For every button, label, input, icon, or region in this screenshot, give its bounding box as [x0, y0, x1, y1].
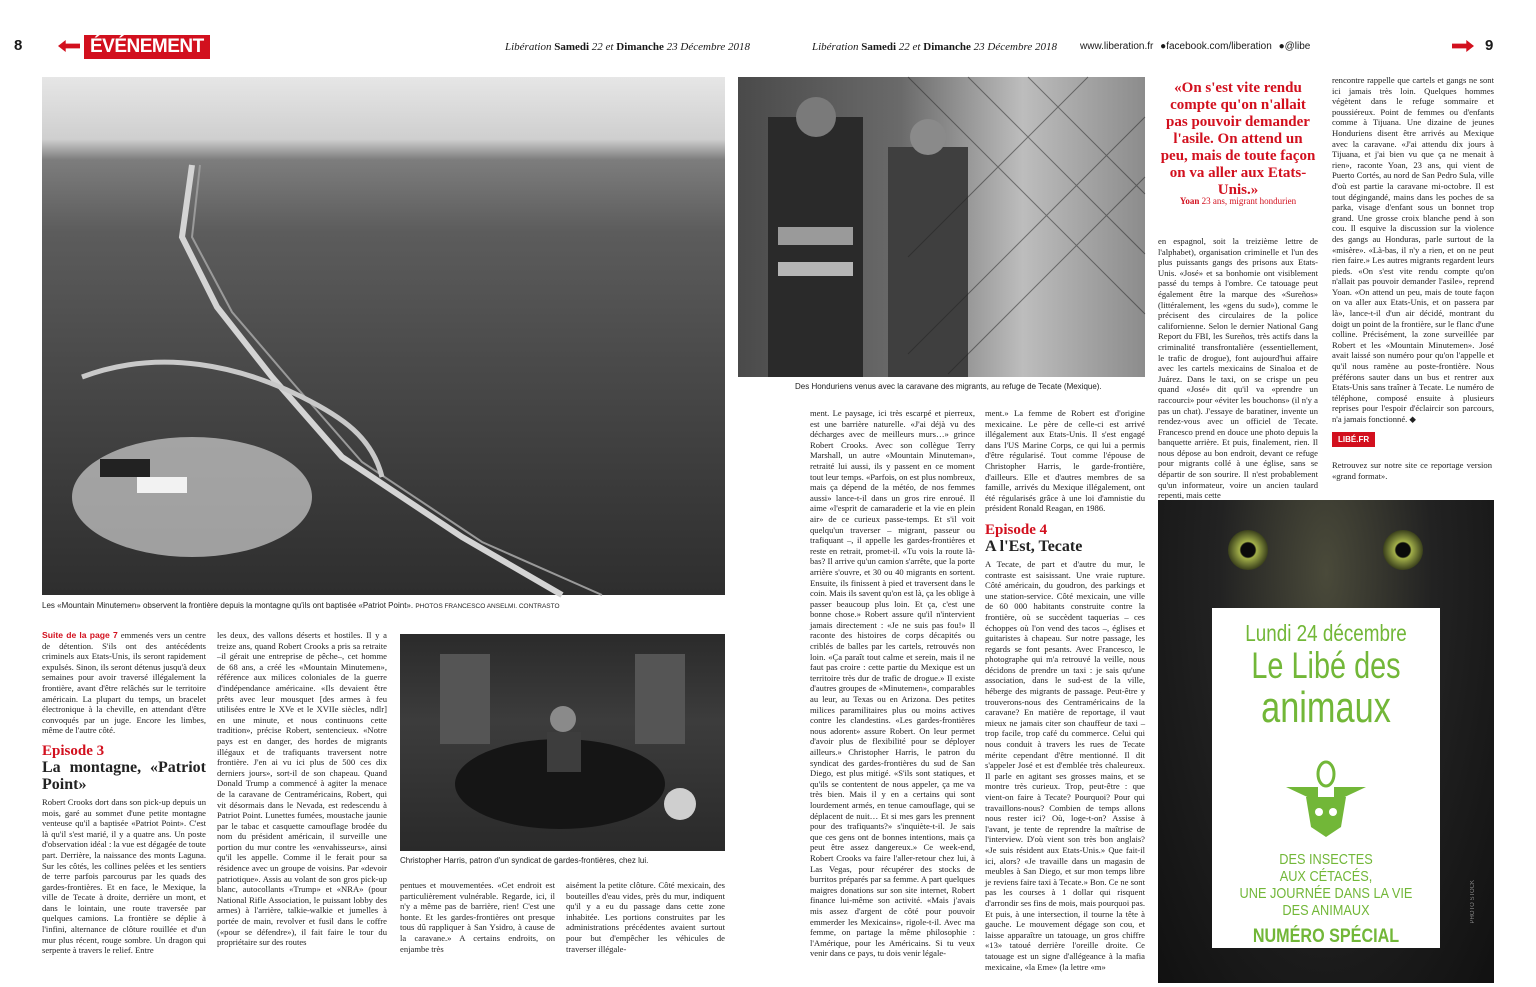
dateline-rest: 22 et: [591, 41, 614, 53]
migrants-photo-caption: Des Honduriens venus avec la caravane des migrants, au refuge de Tecate (Mexique).: [795, 382, 1102, 391]
interior-photo-caption: Christopher Harris, patron d'un syndicat de gardes-frontières, chez lui.: [400, 856, 649, 865]
dateline-day2-right: Dimanche: [923, 41, 971, 53]
pull-quote: «On s'est vite rendu compte qu'on n'allait pas pouvoir demander l'asile. On attend un peu, mais de toute façon on va aller aux Etats-Unis.»: [1160, 80, 1316, 198]
website-link[interactable]: www.liberation.fr: [1080, 41, 1154, 52]
interior-portrait-photo: [400, 634, 725, 851]
left-column-1: [42, 630, 206, 980]
caption-text: Les «Mountain Minutemen» observent la frontière depuis la montagne qu'ils ont baptisée «Patriot Point».: [42, 601, 414, 610]
dateline-rest-right: 22 et: [898, 41, 921, 53]
ad-special: NUMÉRO SPÉCIAL: [1252, 926, 1400, 947]
colB-text1: ment.» La femme de Robert est d'origine mexicaine. Le père de celle-ci est arrivé illégalement aux Etats-Unis. Il s'est engagé dans l'US Marine Corps, ce qui lui a permis d'être régularisé. Tout comme l'épouse de Christopher Harris, le garde-frontière, d'ailleurs. Elle et d'autres membres de sa famille, arrivés du Mexique illégalement, ont été régularisés grâce à une loi d'amnistie du président Ronald Reagan, en 1986.: [985, 408, 1145, 514]
colB-text2: A Tecate, de part et d'autre du mur, le contraste est saisissant. Une vraie rupture. Côté américain, du goudron, des parkings et une station-service. Côté mexicain, une ville de 60 000 habitants construite contre la frontière, où se succèdent taquerias – ces échoppes où l'on vend des tacos –, églises et guitaristes à chapeau. Sur notre passage, les regards se font pesants. Avec Francesco, le photographe qui m'a retrouvé la veille, nous décidons de prendre un taxi : je sais qu'une association, dans le sud-est de la ville, héberge des migrants de passage. Peut-être y trouverons-nous des Centraméricains de la caravane? En matière de reportage, il vaut mieux ne jamais citer son chauffeur de taxi – trop facile, trop café du commerce. Celui qui nous conduit à travers les rues de Tecate mérite cependant d'être mentionné. Il dit s'appeler José et est d'emblée très chaleureux. Il parle en agitant ses grosses mains, et se montre très curieux. Trop, peut-être : que vient-on faire à Tecate? Pourquoi? Pour qui travaillons-nous? Combien de temps allons nous rester ici? Où, loge-t-on? Assise à l'avant, je tente de reprendre la maîtrise de l'interview. D'où vient son très bon anglais? «Je suis résident aux Etats-Unis.» Que fait-il ici, alors? «Je travaille dans un magasin de meubles à San Diego, et sur mon temps libre je reviens faire taxi à Tecate.» Bon. Ce ne sont pas les courses à 1 dollar qui risquent d'arrondir ses fins de mois, mais pourquoi pas. Et puis, à une intersection, il tourne la tête à gauche. Le mouvement dégage son cou, et laisse apparaître un tatouage, un gros chiffre «13» tatoué derrière l'oreille droite. Ce tatouage est un signe d'allégeance à la mafia mexicaine, «la Eme» (la lettre «m»: [985, 558, 1145, 972]
arrow-left-icon: [58, 40, 80, 52]
animal-eye-right-icon: [1383, 530, 1423, 570]
ad-title-line2: animaux: [1261, 683, 1391, 732]
col1-text: emmenés vers un centre de détention. S'ils ont des antécédents criminels aux Etats-Unis, ils seront rapidement expulsés. Sinon, ils seront détenus jusqu'à deux semaines pour avoir traversé illégalement la frontière, avant d'être relâchés sur le territoire américain. La plupart du temps, un bracelet électronique à la cheville, en attendant d'être convoqués par un juge. Encore les limbes, même de l'autre côté.: [42, 630, 206, 736]
libe-animaux-ad[interactable]: [1158, 500, 1494, 983]
facebook-icon: ●: [1160, 41, 1167, 52]
left-column-3: pentues et mouvementées. «Cet endroit est particulièrement vulnérable. Regarde, ici, il n'y a même pas de barrière, rien! C'est une honte. Et les gardes-frontières ont presque tous dû rappliquer à San Ysidro, à cause de la caravane.» A certains endroits, on enjambe très: [400, 880, 555, 954]
border-road-illustration: [42, 77, 725, 595]
dateline-left: [505, 41, 750, 53]
twitter-link[interactable]: @libe: [1284, 41, 1311, 52]
dateline-right: [812, 41, 1057, 53]
right-column-d: rencontre rappelle que cartels et gangs ne sont ici jamais très loin. Quelques hommes végètent dans le refuge sommaire et poussiéreux. Point de femmes ou d'enfants comme à Tijuana. Une dizaine de jeunes Honduriens disent être arrivés au Mexique avec la caravane. «J'ai attendu dix jours à Tijuana, et j'ai bien vu que ça ne menait à rien», raconte Yoan, 23 ans, qui vient de Puerto Cortés, au nord de San Pedro Sula, ville d'où est partie la caravane mi-octobre. Il est tout dégingandé, mains dans les poches de sa parka, visage d'enfant sous un bonnet trop grand. Une grosse croix blanche pend à son cou. Il esquive la discussion sur la violence des gangs au Honduras, parle surtout de la «misère». «Là-bas, il n'y a rien, et on ne peut rien faire.» Les autres migrants regardent leurs pieds. «On s'est vite rendu compte qu'on n'allait pas pouvoir demander l'asile», reprend Yoan. «On attend un peu, mais de toute façon on va aller aux Etats-Unis, et on passera par là», lance-t-il d'un air décidé, montrant du doigt un point de la frontière, sur le flanc d'une colline. Précisément, la zone surveillée par Robert et les «Mountain Minutemen». José avait laissé son numéro pour qu'on l'appelle et qu'il nous ramène au poste-frontière. Nous préférons sauter dans un bus et rentrer aux Etats-Unis sans traîner à Tecate. Le numéro de téléphone, composé ensuite à plusieurs reprises pour l'espoir d'éclaircir son parcours, n'a jamais fonctionné. ◆: [1332, 75, 1494, 424]
sofa-portrait-illustration: [400, 634, 725, 851]
ad-sub4: DES ANIMAUX: [1282, 902, 1370, 919]
right-column-b: [985, 408, 1145, 980]
page-number-right: 9: [1485, 37, 1494, 54]
ad-white-panel: [1212, 608, 1440, 948]
ad-side-credit: PHOTO STOCK: [1470, 880, 1476, 924]
dateline-day-right: Samedi: [861, 41, 897, 53]
dateline-day: Samedi: [554, 41, 590, 53]
libe-fr-badge[interactable]: LIBÉ.FR: [1332, 432, 1375, 447]
arrow-right-icon: [1452, 40, 1474, 52]
episode4-title: A l'Est, Tecate: [985, 537, 1083, 555]
bee-logo-icon: [1276, 742, 1376, 842]
dateline-date-right: 23 Décembre 2018: [973, 41, 1057, 53]
ad-sub2: AUX CÉTACÉS,: [1279, 868, 1373, 885]
ad-date: Lundi 24 décembre: [1245, 620, 1407, 646]
dateline-pub: Libération: [505, 41, 552, 53]
right-column-a: ment. Le paysage, ici très escarpé et pierreux, est une barrière naturelle. «J'ai déjà vu des décharges avec de meilleurs murs…» grince Robert Crooks. Avec son collègue Terry Marshall, un autre «Mountain Minuteman», retraité lui aussi, ils y passent en ce moment tout leur temps. «Parfois, on est plus nombreux, mais ça dépend de la météo, de nos femmes aussi» lance-t-il dans un gros rire enroué. Il aime «l'esprit de camaraderie et la vie en plein air» de ce curieux passe-temps. Et s'il voit quelqu'un traverser – migrant, passeur ou trafiquant –, il appelle les gardes-frontières et reste en retrait, promet-il. «Tu vois la route là-bas? Il arrive qu'un camion s'arrête, que la porte arrière s'ouvre, et 30 ou 40 migrants en sortent. Ensuite, ils finissent à pied et traversent dans le coin. Mais ils savent qu'on est là, ça les oblige à passer beaucoup plus loin. Et ça, c'est une bonne chose.» Robert assure qu'il n'intervient jamais directement : «Je ne suis pas fou!» Il raconte des histoires de corps décapités ou criblés de balles par les cartels, retrouvés non loin. «Ça paraît tout calme et serein, mais il ne faut pas croire : cette partie du Mexique est un territoire très dur de trafic de drogue.» Il existe d'autres groupes de «Minutemen», comparables au leur, au Texas ou en Arizona. Des petites milices paramilitaires plus ou moins actives contre les clandestins. «Les gardes-frontières nous adorent» assure Robert. On leur permet d'avoir plus de flexibilité pour se déployer ailleurs.» Christopher Harris, le patron du syndicat des gardes-frontières du sud de San Diego, est plus mitigé. «S'ils sont statiques, et qu'ils se contentent de nous appeler, ça me va très bien. Mais il y en a certains qui sont lourdement armés, en tenue camouflage, qui se déplacent de nuit… Et si mes gars les prennent pour des trafiquants?» s'inquiète-t-il. Je sais que ces gens ont de bonnes intentions, mais ça peut être assez dangereux.» Ce week-end, Robert Crooks va faire l'aller-retour chez lui, à Las Vegas, pour récupérer des stocks de burritos préparés par sa femme. A part quelques maigres donations sur son site internet, Robert finance lui-même son activité. «Mais j'avais mis assez d'argent de côté pour pouvoir emmerder les Mexicains», rigole-t-il. Avec ma femme, on partage la même philosophie : l'Amérique, pour les Américains. Si tu veux venir dans ce pays, tu dois venir légale-: [810, 408, 975, 959]
migrants-fence-illustration: [738, 77, 1145, 377]
right-column-c: en espagnol, soit la treizième lettre de l'alphabet), organisation criminelle et l'un des plus puissants gangs des prisons aux Etats-Unis. «José» et sa bonhomie ont visiblement passé du temps à l'ombre. Ce tatouage peut également être la marque des «Sureños» (littéralement, les «gens du sud»), comme le précisent des circulaires de la police californienne. Selon le dernier National Gang Report du FBI, les Sureños, très actifs dans la criminalité transfrontalière (essentiellement, le trafic de drogue), font aujourd'hui affaire avec les cartels mexicains de Sinaloa et de Juárez. Dans le taxi, on se crispe un peu quand «José» dit qu'il va «prendre un raccourci» pour «éviter les bouchons» (il n'y a pas un chat). J'essaye de baratiner, invente un rendez-vous avec un officiel de Tecate. Francesco prend en douce une photo depuis la banquette arrière. Et puis, finalement, rien. Il nous dépose au bon endroit, devant ce refuge pour migrants collé à une église, sans se départir de son sourire. Il n'est probablement qu'un informateur, voire un ancien taulard repenti, mais cette: [1158, 236, 1318, 501]
left-column-2: les deux, des vallons déserts et hostiles. Il y a treize ans, quand Robert Crooks a pris sa retraite –il gérait une entreprise de pêche–, cet homme de 68 ans, a créé les «Mountain Minutemen», référence aux milices coloniales de la guerre d'indépendance américaine. «Ils devaient être prêts avec leur mousquet [des armes à feu utilisées entre le XVe et le XVIIe siècles, ndlr] en une minute, et nous continuons cette tradition», précise Robert, sentencieux. «Notre pays est en danger, des hordes de migrants illégaux et de trafiquants traversent notre frontière. J'en ai vu ici plus de 500 ces dix derniers jours», sort-il de son chapeau. Quand Donald Trump a commencé à agiter la menace de la caravane de Centraméricains, Robert, qui vit désormais dans le Nevada, est redescendu à Patriot Point. Lunettes fumées, moustache jaunie par le tabac et casquette camouflage brodée du nom du président américain, il surveille une portion du mur contre les «envahisseurs», ainsi qu'il les appelle. Comme il le ferait pour sa résidence avec un groupe de voisins. Par «devoir patriotique». Assis au volant de son gros pick-up blanc, autocollants «Trump» et «NRA» (pour National Rifle Association, le puissant lobby des armes) à l'arrière, talkie-walkie et jumelles à portée de main, revolver et fusil dans le coffre («pour se défendre»), il fait faire le tour du propriétaire sur des routes: [217, 630, 387, 948]
border-landscape-photo: [42, 77, 725, 595]
col1-text2: Robert Crooks dort dans son pick-up depuis un mois, garé au sommet d'une petite montagne venteuse qu'il a baptisée «Patriot Point». C'est là qu'il s'est marié, il y a quatre ans. Un poste d'observation idéal : la vue est dégagée de toute part. Derrière, la naissance des monts Laguna. Sur les côtés, les collines pelées et les sentiers de terre parfois parcourus par les quads des gardes-frontières. Et en face, le Mexique, la ville de Tecate à droite, derrière un mont, et dans le lointain, une route traversée par quelques camions. La frontière se déplie à l'infini, alternance de clôture rouillée et d'un mur plus récent, rouge sombre. Un dragon qui serpente à travers le relief. Entre: [42, 796, 206, 956]
animal-eye-left-icon: [1228, 530, 1268, 570]
social-links: [1080, 41, 1310, 52]
dateline-date: 23 Décembre 2018: [666, 41, 750, 53]
quote-author-desc: 23 ans, migrant hondurien: [1201, 196, 1297, 206]
episode3-title: La montagne, «Patriot Point»: [42, 758, 206, 793]
episode4-label: Episode 4: [985, 521, 1048, 538]
photo-credit: PHOTOS FRANCESCO ANSELMI. CONTRASTO: [415, 603, 560, 610]
left-column-4: aisément la petite clôture. Côté mexicain, des bouteilles d'eau vides, près du mur, indiquent qu'il y a eu du passage dans cette zone inhabitée. Les portions construites par les administrations précédentes avaient surtout pour but d'empêcher les véhicules de traverser illégale-: [566, 880, 725, 954]
twitter-icon: ●: [1278, 41, 1285, 52]
dateline-day2: Dimanche: [616, 41, 664, 53]
page-number-left: 8: [14, 37, 23, 54]
dateline-pub-right: Libération: [812, 41, 859, 53]
migrants-photo: [738, 77, 1145, 377]
episode3-label: Episode 3: [42, 742, 105, 759]
facebook-link[interactable]: facebook.com/liberation: [1166, 41, 1272, 52]
ad-sub1: DES INSECTES: [1279, 851, 1373, 868]
quote-attribution: [1158, 196, 1318, 207]
ad-title-line1: Le Libé des: [1251, 645, 1401, 686]
continued-kicker: Suite de la page 7: [42, 630, 118, 640]
ad-sub3: UNE JOURNÉE DANS LA VIE: [1239, 885, 1413, 902]
section-rubric: ÉVÉNEMENT: [84, 35, 210, 59]
landscape-photo-caption: [42, 601, 725, 612]
quote-author: Yoan: [1179, 196, 1200, 206]
web-note: Retrouvez sur notre site ce reportage version «grand format».: [1332, 460, 1492, 481]
